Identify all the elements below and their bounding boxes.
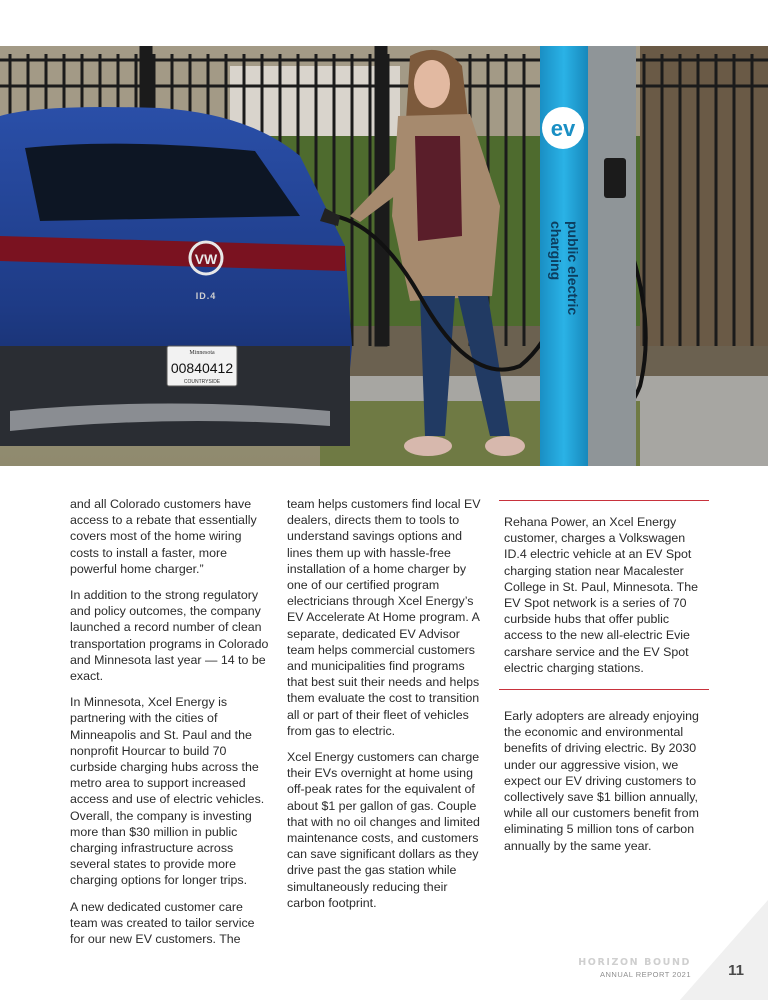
paragraph: In addition to the strong regulatory and policy outcomes, the company launched a record number of clean transportation programs in Colorado and Minnesota last year — 14 to be exact. [70, 588, 269, 684]
charger-label-public: public electric [565, 221, 581, 316]
charger-pole [540, 46, 636, 466]
charger-label-charging: charging [548, 221, 564, 281]
callout-text: Early adopters are already enjoying the economic and environmental benefits of driving electric. By 2030 under our aggressive vision, we expect our EV driving customers to collectively save $1 billion annually, while all our customers benefit from eliminating 5 million tons of carbon annually by the same year. [504, 709, 699, 853]
photo-caption: Rehana Power, an Xcel Energy customer, charges a Volkswagen ID.4 electric vehicle at an EV Spot charging station near Macalester College in St. Paul, Minnesota. The EV Spot network is a series of 70 curbside hubs that offer public access to the new all-electric Evie carshare service and the EV Spot electric charging stations. [504, 515, 699, 675]
paragraph: and all Colorado customers have access to a rebate that essentially covers most of the home wiring costs to install a faster, more powerful home charger.” [70, 497, 257, 576]
svg-text:Minnesota: Minnesota [189, 350, 215, 356]
paragraph: Xcel Energy customers can charge their EVs overnight at home using off-peak rates for the equivalent of about $1 per gallon of gas. Couple that with no oil changes and limited maintenance costs, and customers can save significant dollars as they drive past the gas station while simultaneously reducing their carbon footprint. [287, 750, 480, 910]
paragraph: A new dedicated customer care team was created to tailor service for our new EV customers. The [70, 899, 255, 947]
brand-title: HORIZON BOUND [578, 957, 691, 968]
paragraph: In Minnesota, Xcel Energy is partnering with the cities of Minneapolis and St. Paul and the nonprofit Hourcar to build 70 curbside charging hubs across the metro area to support increased access and use of electric vehicles. Overall, the company is investing more than $30 million in public charging infrastructure across several states to provide more charging options for longer trips. [70, 695, 265, 888]
svg-text:COUNTRYSIDE: COUNTRYSIDE [183, 379, 221, 385]
corner-decoration [680, 900, 768, 1000]
divider-rule [499, 689, 709, 690]
body-column-1 [70, 496, 270, 957]
svg-text:VW: VW [194, 251, 218, 267]
brand-subtitle: ANNUAL REPORT 2021 [600, 970, 691, 979]
tree [640, 46, 768, 346]
model-badge: ID.4 [195, 291, 217, 301]
footer-branding [578, 957, 691, 979]
volkswagen-car [0, 107, 352, 446]
sidebar-column [499, 500, 709, 864]
page-number: 11 [728, 962, 744, 979]
license-plate-number: 00840412 [170, 360, 234, 376]
ev-logo-text: ev [550, 116, 576, 141]
hero-photo [0, 46, 768, 466]
paragraph: team helps customers find local EV dealers, directs them to tools to understand savings options and lines them up with hassle-free installation of a home charger by one of our certified program electricians through Xcel Energy’s EV Accelerate At Home program. A separate, dedicated EV Advisor team helps commercial customers and municipalities find programs that best suit their needs and helps them evaluate the cost to transition all or part of their fleet of vehicles from gas to electric. [287, 497, 481, 738]
ev-charging-illustration [0, 46, 768, 466]
divider-rule [499, 500, 709, 501]
body-column-2 [287, 496, 487, 921]
